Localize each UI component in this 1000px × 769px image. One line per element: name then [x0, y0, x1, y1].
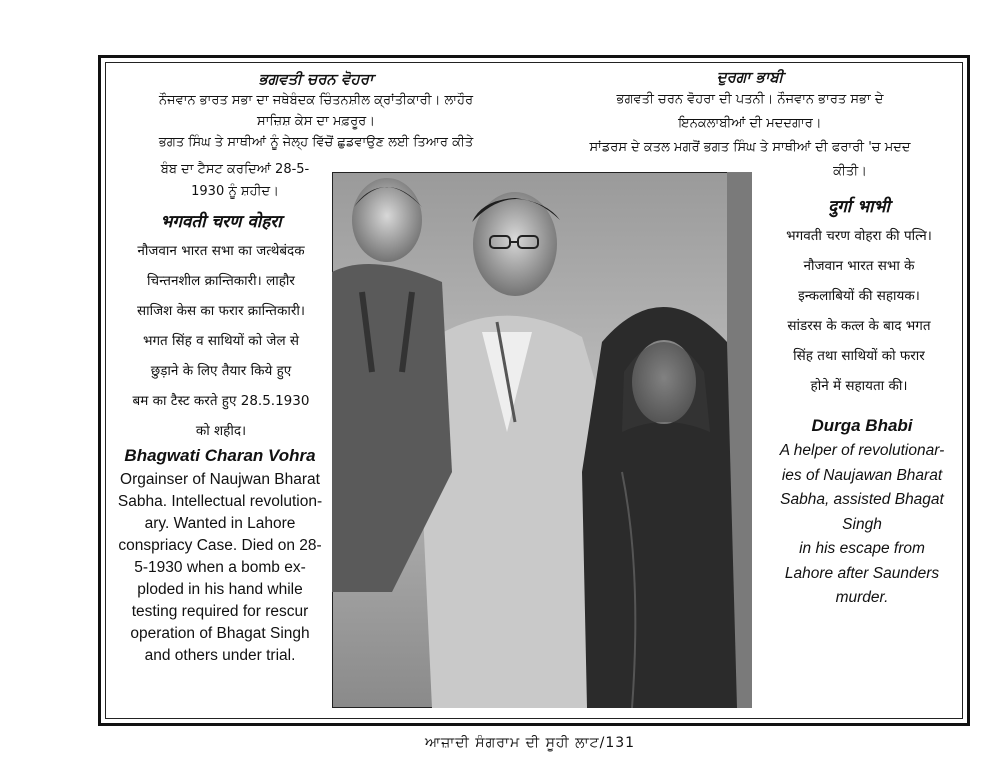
- right-punjabi-block: [535, 66, 965, 184]
- left-punjabi-line: ਭਗਤ ਸਿੰਘ ਤੇ ਸਾਥੀਆਂ ਨੂੰ ਜੇਲ੍ਹ ਵਿੱਚੋਂ ਛੁਡਵਾਉਣ ਲਈ ਤਿਆਰ ਕੀਤੇ: [158, 135, 474, 150]
- right-hindi-line: होने में सहायता की।: [810, 378, 908, 394]
- left-english-line: ploded in his hand while: [137, 581, 303, 598]
- left-punjabi-title: ਭਗਵਤੀ ਚਰਨ ਵੋਹਰਾ: [258, 70, 374, 88]
- left-hindi-line: भगत सिंह व साथियों को जेल से: [142, 333, 300, 349]
- left-punjabi-tail: [140, 159, 330, 203]
- right-hindi-line: इन्कलाबियों की सहायक।: [798, 288, 920, 304]
- woman-figure: [582, 307, 737, 708]
- left-hindi-line: बम का टैस्ट करते हुए 28.5.1930: [132, 393, 310, 409]
- left-english-block: [108, 443, 332, 667]
- right-english-title: Durga Bhabi: [811, 416, 913, 435]
- right-english-line: Lahore after Saunders: [784, 564, 940, 582]
- left-hindi-block: [110, 208, 332, 446]
- page-footer: ਆਜ਼ਾਦੀ ਸੰਗਰਾਮ ਦੀ ਸੂਹੀ ਲਾਟ/131: [424, 735, 636, 751]
- left-hindi-line: साजिश केस का फरार क्रान्तिकारी।: [136, 303, 305, 319]
- right-english-line: A helper of revolutionar-: [779, 442, 945, 459]
- left-english-line: operation of Bhagat Singh: [130, 625, 310, 642]
- left-punjabi-line: ਬੰਬ ਦਾ ਟੈਸਟ ਕਰਦਿਆਂ 28-5-: [160, 162, 310, 177]
- left-english-line: 5-1930 when a bomb ex-: [134, 559, 306, 576]
- right-english-line: ies of Naujawan Bharat: [781, 466, 943, 484]
- right-english-line: Singh: [842, 515, 882, 533]
- left-punjabi-line: 1930 ਨੂੰ ਸ਼ਹੀਦ।: [191, 184, 279, 199]
- left-hindi-title: भगवती चरण वोहरा: [160, 212, 282, 232]
- left-punjabi-line: ਸਾਜ਼ਿਸ਼ ਕੇਸ ਦਾ ਮਫ਼ਰੂਰ।: [257, 114, 375, 129]
- left-english-line: testing required for rescur: [131, 603, 309, 620]
- right-english-line: Sabha, assisted Bhagat: [780, 491, 944, 508]
- right-punjabi-line: ਇਨਕਲਾਬੀਆਂ ਦੀ ਮਦਦਗਾਰ।: [678, 116, 822, 131]
- right-hindi-line: सिंह तथा साथियों को फरार: [793, 348, 925, 364]
- left-punjabi-block: [112, 68, 520, 153]
- left-hindi-line: चिन्तनशील क्रान्तिकारी। लाहौर: [147, 273, 295, 289]
- right-english-line: murder.: [835, 589, 889, 606]
- left-english-line: Orgainser of Naujwan Bharat: [120, 471, 320, 488]
- right-hindi-block: [752, 193, 966, 401]
- left-hindi-line: को शहीद।: [195, 423, 247, 439]
- right-punjabi-line: ਕੀਤੀ।: [833, 164, 867, 179]
- right-punjabi-line: ਭਗਵਤੀ ਚਰਨ ਵੋਹਰਾ ਦੀ ਪਤਨੀ। ਨੌਜਵਾਨ ਭਾਰਤ ਸਭਾ ਦੇ: [616, 92, 884, 107]
- historical-photograph: [332, 172, 752, 708]
- left-english-line: Sabha. Intellectual revolution-: [117, 493, 323, 510]
- left-english-line: conspriacy Case. Died on 28-: [118, 537, 322, 554]
- left-hindi-line: छुड़ाने के लिए तैयार किये हुए: [150, 363, 292, 379]
- right-hindi-line: भगवती चरण वोहरा की पत्नि।: [786, 228, 932, 244]
- right-hindi-line: सांडरस के कत्ल के बाद भगत: [787, 318, 931, 334]
- left-english-line: ary. Wanted in Lahore: [144, 515, 296, 532]
- right-english-block: [757, 413, 967, 611]
- left-english-title: Bhagwati Charan Vohra: [124, 446, 316, 465]
- left-hindi-line: नौजवान भारत सभा का जत्थेबंदक: [137, 243, 305, 259]
- left-punjabi-line: ਨੌਜਵਾਨ ਭਾਰਤ ਸਭਾ ਦਾ ਜਥੇਬੰਦਕ ਚਿੰਤਨਸ਼ੀਲ ਕ੍ਰਾਂਤੀਕਾਰੀ। ਲਾਹੌਰ: [158, 93, 474, 108]
- right-hindi-title: दुर्गा भाभी: [828, 197, 890, 217]
- right-punjabi-title: ਦੁਰਗਾ ਭਾਬੀ: [716, 68, 784, 86]
- right-punjabi-line: ਸਾਂਡਰਸ ਦੇ ਕਤਲ ਮਗਰੋਂ ਭਗਤ ਸਿੰਘ ਤੇ ਸਾਥੀਆਂ ਦੀ ਫਰਾਰੀ 'ਚ ਮਦਦ: [589, 140, 911, 155]
- left-english-line: and others under trial.: [144, 647, 296, 664]
- right-english-line: in his escape from: [799, 540, 925, 557]
- right-hindi-line: नौजवान भारत सभा के: [803, 258, 915, 274]
